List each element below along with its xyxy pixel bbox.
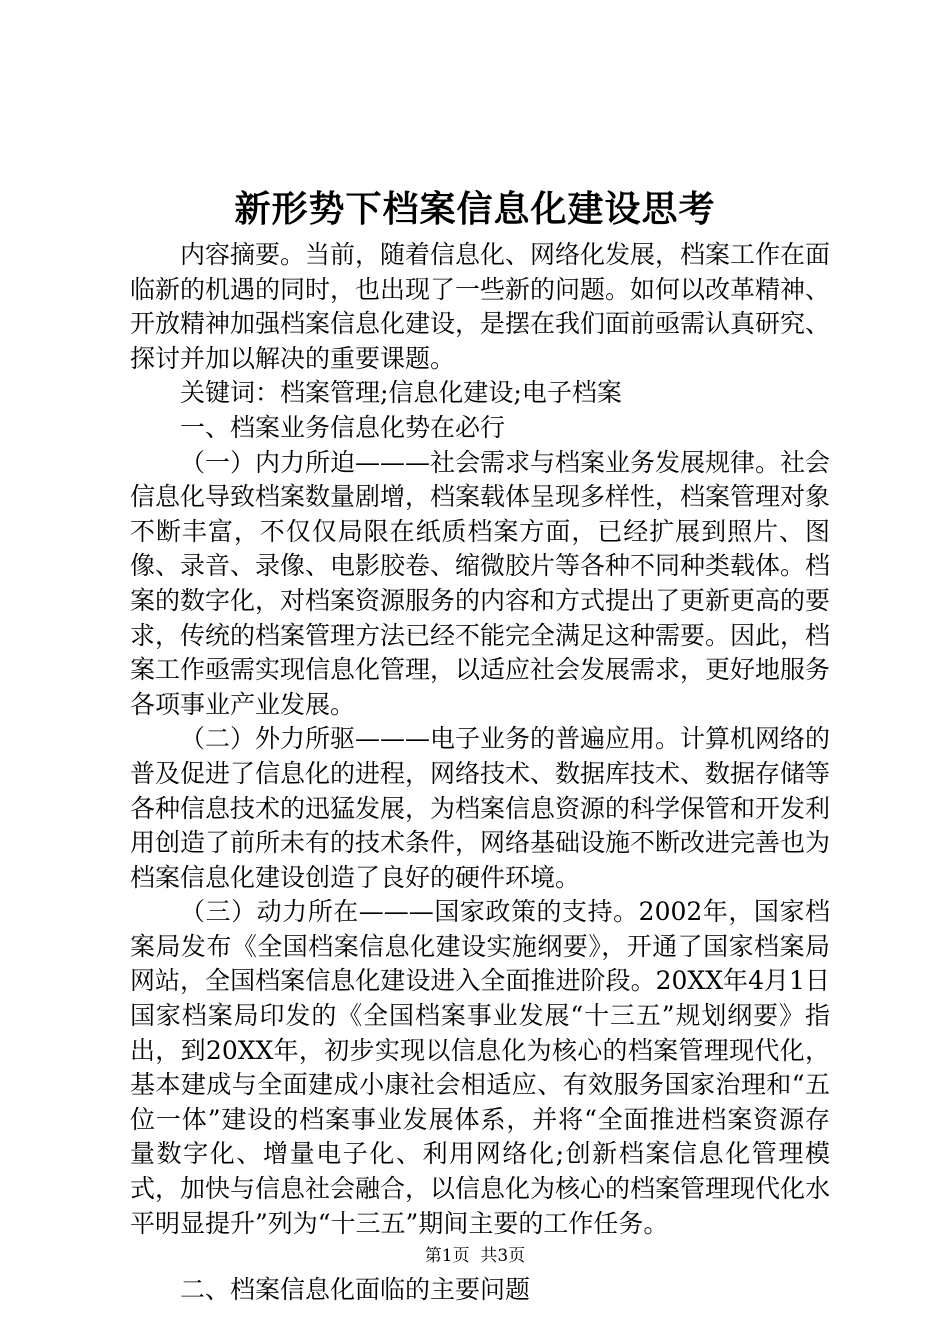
- body-paragraph: （二）外力所驱———电子业务的普遍应用。计算机网络的普及促进了信息化的进程，网络技术、数据库技术、数据存储等各种信息技术的迅猛发展，为档案信息资源的科学保管和开发利用创造了前所未有的技术条件，网络基础设施不断改进完善也为档案信息化建设创造了良好的硬件环境。: [130, 724, 831, 892]
- section-heading-2: 二、档案信息化面临的主要问题: [180, 1275, 531, 1305]
- document-body: [130, 238, 830, 1308]
- body-paragraph: （一）内力所迫———社会需求与档案业务发展规律。社会信息化导致档案数量剧增，档案载体呈现多样性，档案管理对象不断丰富，不仅仅局限在纸质档案方面，已经扩展到照片、图像、录音、录像、电影胶卷、缩微胶片等各种不同种类载体。档案的数字化，对档案资源服务的内容和方式提出了更新更高的要求，传统的档案管理方法已经不能完全满足这种需要。因此，档案工作亟需实现信息化管理，以适应社会发展需求，更好地服务各项事业产业发展。: [130, 447, 831, 719]
- body-paragraph: （三）动力所在———国家政策的支持。2002年，国家档案局发布《全国档案信息化建设实施纲要》，开通了国家档案局网站，全国档案信息化建设进入全面推进阶段。20XX年4月1日国家档案局印发的《全国档案事业发展“十三五”规划纲要》指出，到20XX年，初步实现以信息化为核心的档案管理现代化，基本建成与全面建成小康社会相适应、有效服务国家治理和“五位一体”建设的档案事业发展体系，并将“全面推进档案资源存量数字化、增量电子化、利用网络化;创新档案信息化管理模式，加快与信息社会融合，以信息化为核心的档案管理现代化水平明显提升”列为“十三五”期间主要的工作任务。: [130, 897, 831, 1238]
- page-number: 第1页: [424, 1246, 470, 1266]
- page-total: 共3页: [480, 1246, 526, 1266]
- keywords-paragraph: 关键词：档案管理;信息化建设;电子档案: [180, 378, 622, 408]
- abstract-paragraph: 内容摘要。当前，随着信息化、网络化发展，档案工作在面临新的机遇的同时，也出现了一些新的问题。如何以改革精神、开放精神加强档案信息化建设，是摆在我们面前亟需认真研究、探讨并加以解决的重要课题。: [130, 240, 831, 373]
- page-footer: [0, 1244, 950, 1268]
- page-title: 新形势下档案信息化建设思考: [234, 188, 716, 230]
- section-heading-1: 一、档案业务信息化势在必行: [180, 412, 506, 442]
